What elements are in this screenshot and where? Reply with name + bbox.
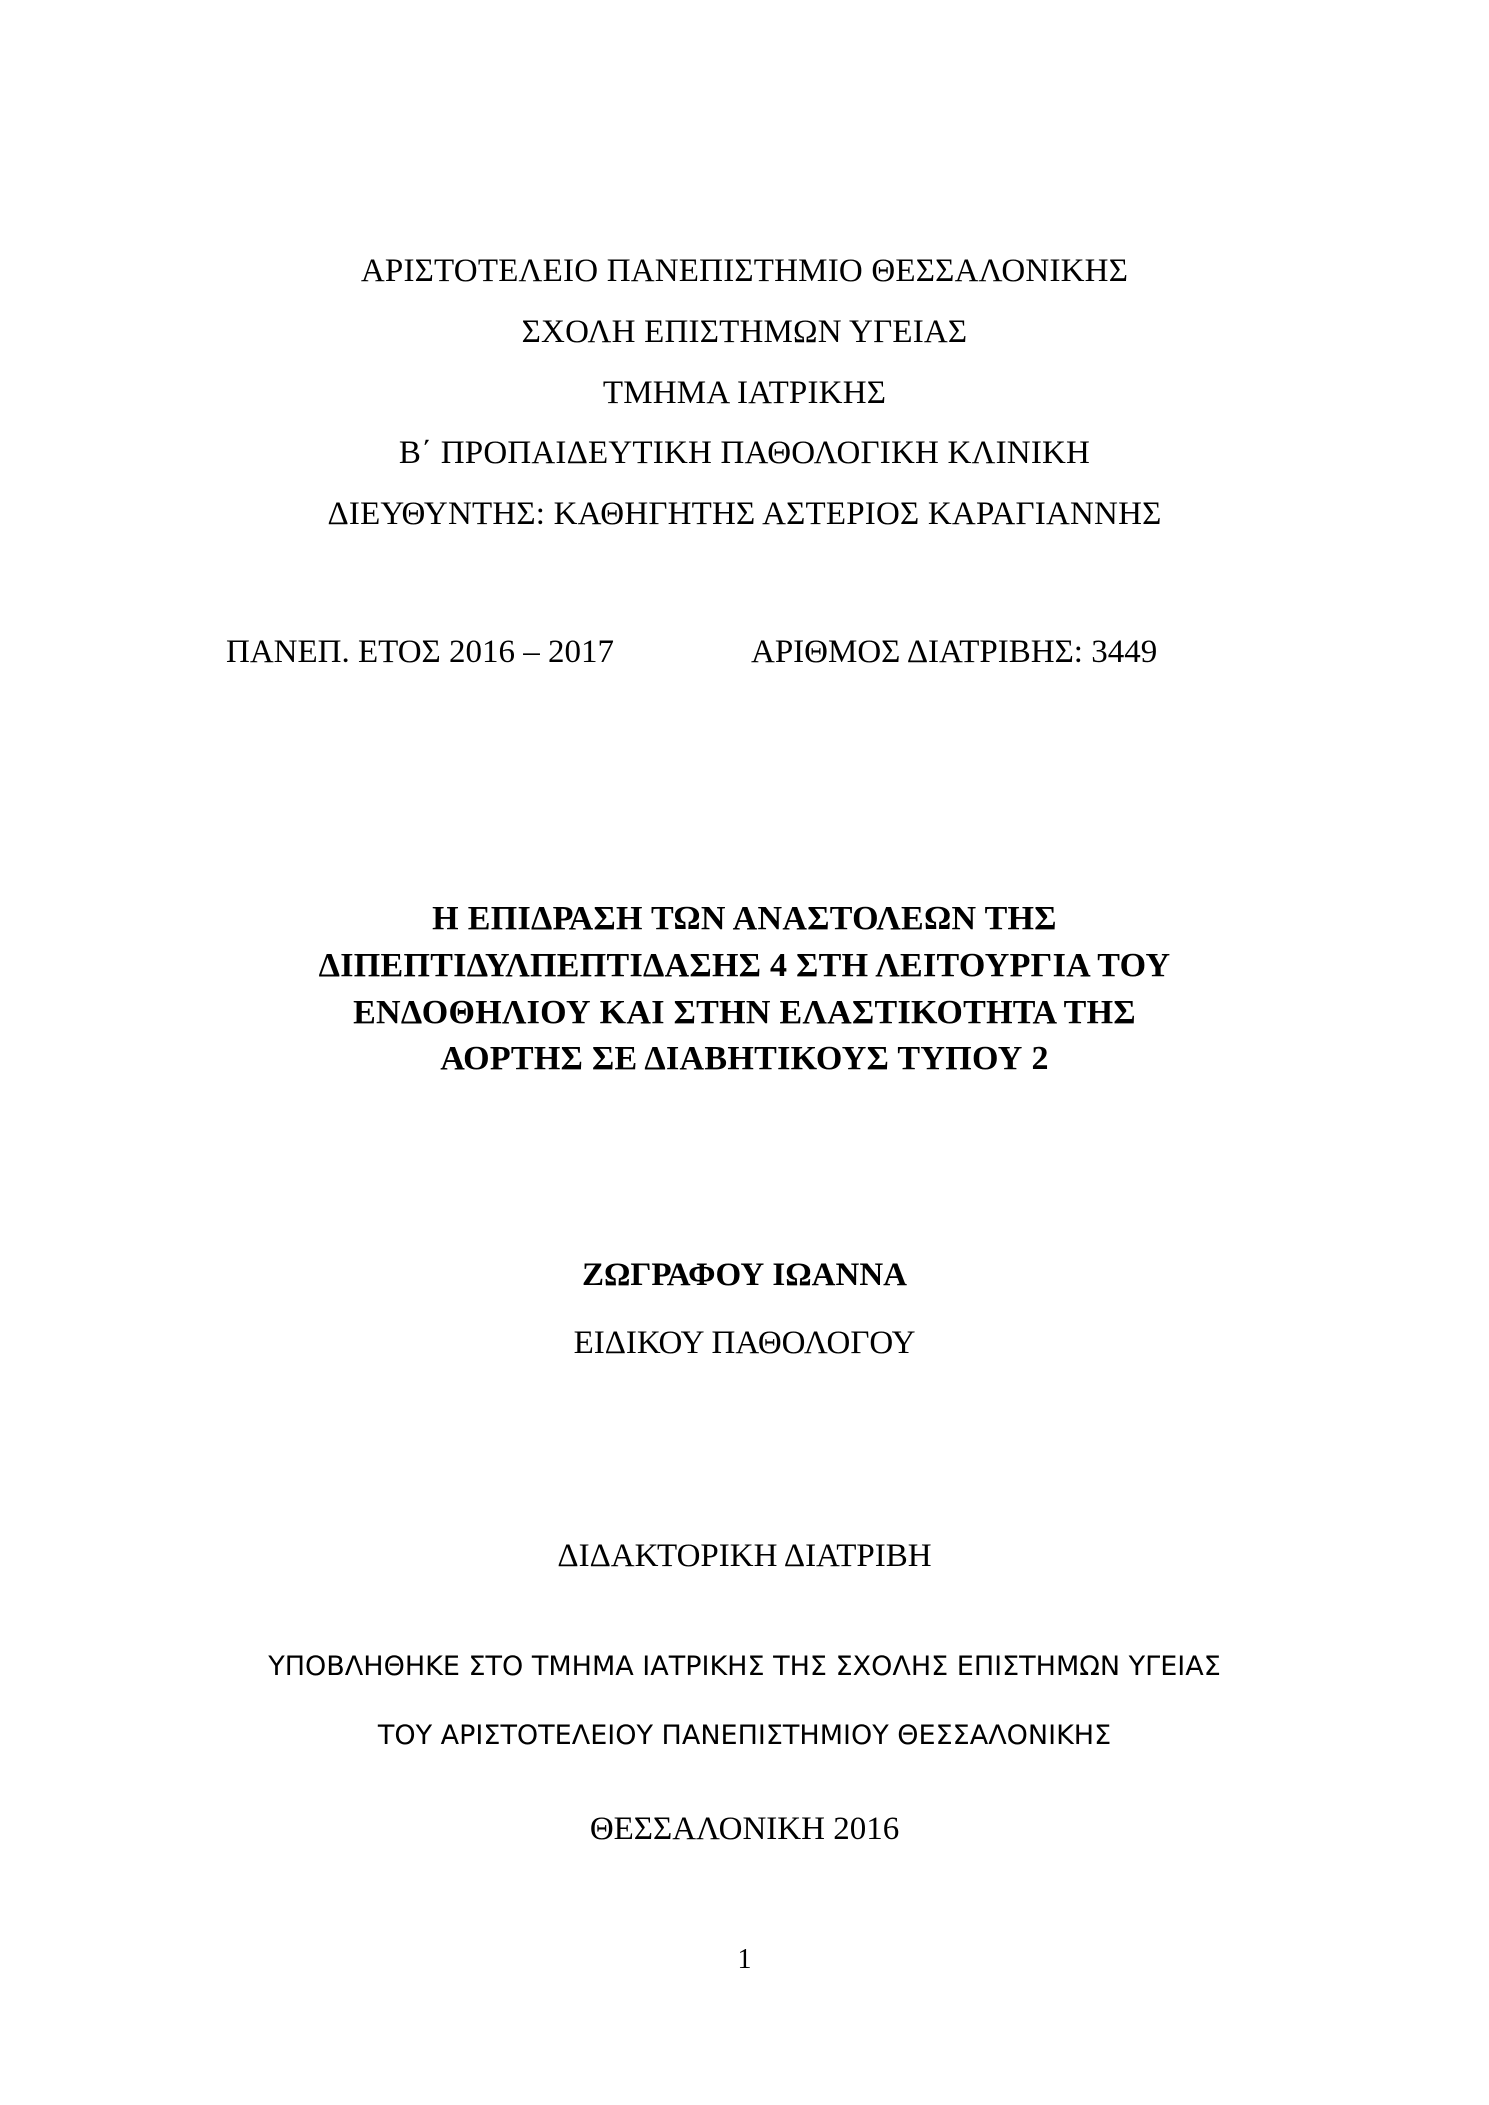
- author-name: ΖΩΓΡΑΦΟΥ ΙΩΑΝΝΑ: [581, 1257, 907, 1293]
- thesis-title-line: ΔΙΠΕΠΤΙΔΥΛΠΕΠΤΙΔΑΣΗΣ 4 ΣΤΗ ΛΕΙΤΟΥΡΓΙΑ ΤΟΥ: [318, 947, 1171, 984]
- submission-line: ΤΟΥ ΑΡΙΣΤΟΤΕΛΕΙΟΥ ΠΑΝΕΠΙΣΤΗΜΙΟΥ ΘΕΣΣΑΛΟΝΙΚΗΣ: [377, 1720, 1112, 1751]
- academic-year: ΠΑΝΕΠ. ΕΤΟΣ 2016 – 2017: [226, 634, 614, 670]
- header-director: ΔΙΕΥΘΥΝΤΗΣ: ΚΑΘΗΓΗΤΗΣ ΑΣΤΕΡΙΟΣ ΚΑΡΑΓΙΑΝΝΗΣ: [327, 496, 1162, 532]
- place-year: ΘΕΣΣΑΛΟΝΙΚΗ 2016: [589, 1811, 900, 1847]
- author-role: ΕΙΔΙΚΟΥ ΠΑΘΟΛΟΓΟΥ: [573, 1325, 916, 1361]
- header-clinic: Β΄ ΠΡΟΠΑΙΔΕΥΤΙΚΗ ΠΑΘΟΛΟΓΙΚΗ ΚΛΙΝΙΚΗ: [398, 435, 1091, 471]
- submission-line: ΥΠΟΒΛΗΘΗΚΕ ΣΤΟ ΤΜΗΜΑ ΙΑΤΡΙΚΗΣ ΤΗΣ ΣΧΟΛΗΣ ΕΠΙΣΤΗΜΩΝ ΥΓΕΙΑΣ: [268, 1651, 1221, 1682]
- thesis-title-line: ΕΝΔΟΘΗΛΙΟΥ ΚΑΙ ΣΤΗΝ ΕΛΑΣΤΙΚΟΤΗΤΑ ΤΗΣ: [353, 994, 1136, 1031]
- page-number: 1: [737, 1944, 752, 1975]
- thesis-number: ΑΡΙΘΜΟΣ ΔΙΑΤΡΙΒΗΣ: 3449: [751, 634, 1158, 670]
- header-school: ΣΧΟΛΗ ΕΠΙΣΤΗΜΩΝ ΥΓΕΙΑΣ: [521, 314, 968, 350]
- thesis-type: ΔΙΔΑΚΤΟΡΙΚΗ ΔΙΑΤΡΙΒΗ: [557, 1538, 932, 1574]
- header-department: ΤΜΗΜΑ ΙΑΤΡΙΚΗΣ: [602, 375, 887, 411]
- header-university: ΑΡΙΣΤΟΤΕΛΕΙΟ ΠΑΝΕΠΙΣΤΗΜΙΟ ΘΕΣΣΑΛΟΝΙΚΗΣ: [360, 253, 1129, 289]
- thesis-title-line: ΑΟΡΤΗΣ ΣΕ ΔΙΑΒΗΤΙΚΟΥΣ ΤΥΠΟΥ 2: [440, 1040, 1049, 1077]
- thesis-title-line: Η ΕΠΙΔΡΑΣΗ ΤΩΝ ΑΝΑΣΤΟΛΕΩΝ ΤΗΣ: [432, 900, 1057, 937]
